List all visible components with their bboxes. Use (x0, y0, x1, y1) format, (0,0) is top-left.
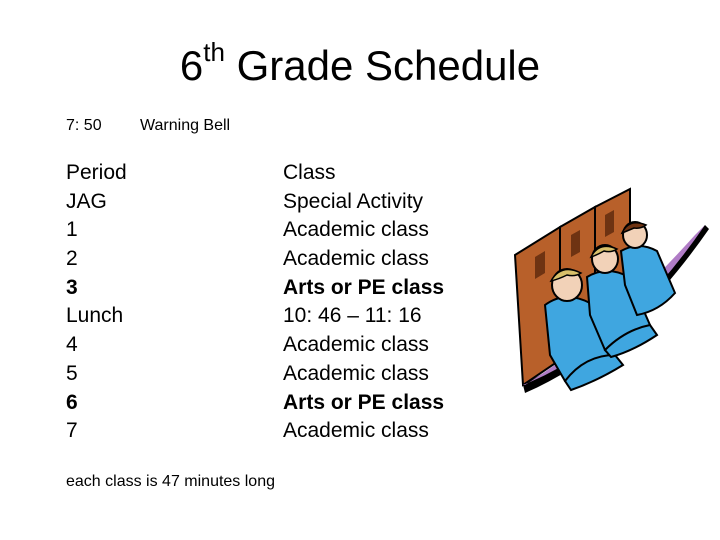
class-header: Class (283, 161, 336, 184)
students-at-lockers-icon (505, 185, 710, 395)
period-column (66, 159, 127, 446)
warning-bell-time: 7: 50 (66, 117, 102, 134)
period-header: Period (66, 161, 127, 184)
period-cell: 6 (66, 390, 78, 414)
class-cell: Arts or PE class (283, 390, 445, 414)
period-cell: JAG (66, 189, 107, 213)
class-column (283, 159, 444, 446)
period-cell: 2 (66, 247, 78, 271)
warning-bell-row (66, 116, 230, 136)
class-cell: Academic class (283, 419, 429, 443)
class-cell: Special Activity (283, 189, 424, 213)
period-cell: Lunch (66, 304, 124, 328)
period-cell: 1 (66, 218, 78, 242)
period-cell: 4 (66, 333, 78, 357)
class-cell: Academic class (283, 218, 429, 242)
page-title (0, 30, 720, 92)
title-superscript: th (203, 37, 225, 67)
class-cell: 10: 46 – 11: 16 (283, 304, 422, 328)
class-cell: Academic class (283, 333, 429, 357)
class-cell: Arts or PE class (283, 275, 445, 299)
warning-bell-label: Warning Bell (140, 117, 231, 134)
period-cell: 5 (66, 361, 78, 385)
title-number: 6 (179, 42, 204, 89)
period-cell: 7 (66, 419, 78, 443)
class-cell: Academic class (283, 247, 429, 271)
class-length-note: each class is 47 minutes long (66, 473, 275, 490)
class-cell: Academic class (283, 361, 429, 385)
period-cell: 3 (66, 275, 78, 299)
title-text: Grade Schedule (224, 42, 541, 89)
